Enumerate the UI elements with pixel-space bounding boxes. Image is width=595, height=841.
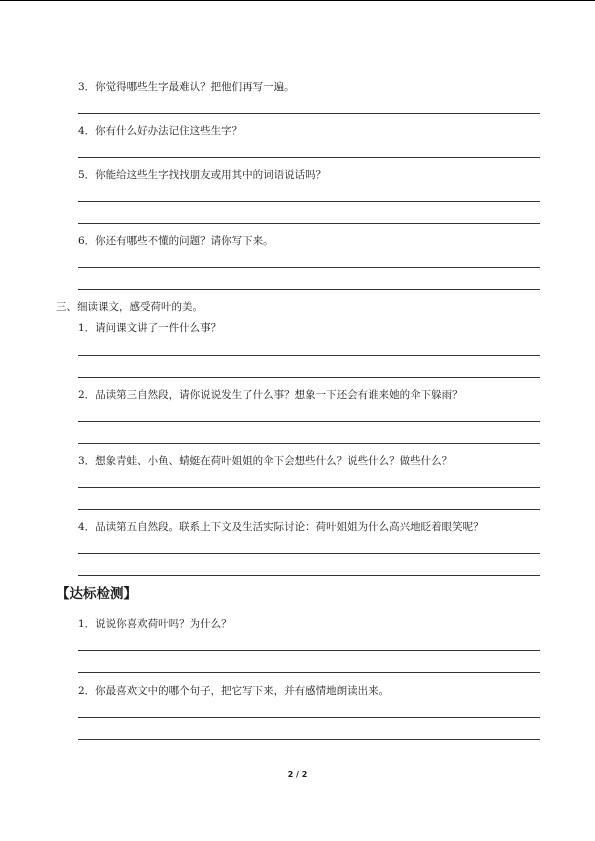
question-6: 6．你还有哪些不懂的问题？请你写下来。 [78, 235, 274, 247]
answer-line [78, 575, 540, 576]
answer-line [78, 355, 540, 356]
answer-line [78, 509, 540, 510]
answer-line [78, 672, 540, 673]
assessment-heading: 【达标检测】 [56, 586, 137, 602]
answer-line [78, 421, 540, 422]
section-3-question-1: 1．请问课文讲了一件什么事？ [78, 322, 222, 334]
answer-line [78, 289, 540, 290]
page-number: 2 / 2 [287, 770, 308, 779]
question-5: 5．你能给这些生字找找朋友或用其中的词语说话吗？ [78, 169, 327, 181]
answer-line [78, 157, 540, 158]
answer-line [78, 201, 540, 202]
answer-line [78, 650, 540, 651]
question-4: 4．你有什么好办法记住这些生字？ [78, 125, 243, 137]
assessment-question-1: 1．说说你喜欢荷叶吗？为什么？ [78, 618, 232, 630]
answer-line [78, 739, 540, 740]
top-border-line [0, 0, 595, 1]
answer-line [78, 487, 540, 488]
section-3-title: 三、细读课文，感受荷叶的美。 [56, 301, 203, 313]
answer-line [78, 443, 540, 444]
question-3: 3．你觉得哪些生字最难认？把他们再写一遍。 [78, 81, 295, 93]
section-3-question-2: 2．品读第三自然段，请你说说发生了什么事？想象一下还会有谁来她的伞下躲雨？ [78, 389, 463, 401]
answer-line [78, 267, 540, 268]
section-3-question-4: 4．品读第五自然段。联系上下文及生活实际讨论：荷叶姐姐为什么高兴地眨着眼笑呢？ [78, 521, 484, 533]
answer-line [78, 553, 540, 554]
assessment-question-2: 2．你最喜欢文中的哪个句子，把它写下来，并有感情地朗读出来。 [78, 685, 390, 697]
section-3-question-3: 3．想象青蛙、小鱼、蜻蜓在荷叶姐姐的伞下会想些什么？说些什么？做些什么？ [78, 455, 453, 467]
answer-line [78, 717, 540, 718]
answer-line [78, 113, 540, 114]
answer-line [78, 223, 540, 224]
answer-line [78, 377, 540, 378]
